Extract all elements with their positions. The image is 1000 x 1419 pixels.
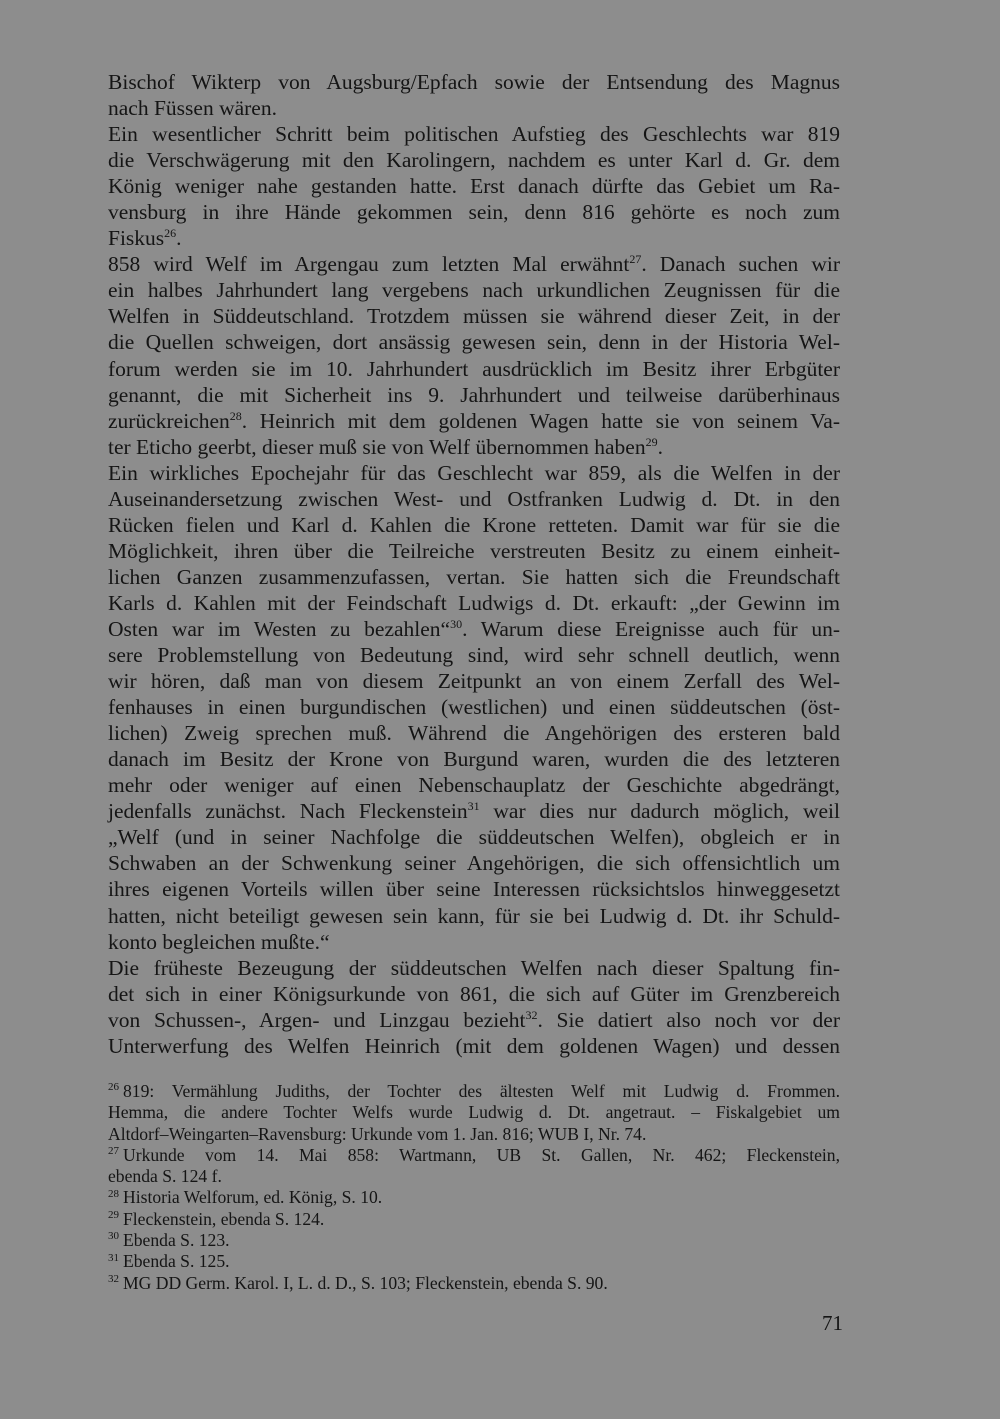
text-line: forum werden sie im 10. Jahrhundert ausdrücklich im Besitz ihrer Erbgüter (108, 356, 840, 381)
footnote-line (108, 1230, 840, 1251)
text-fragment: Osten war im Westen zu bezahlen“ (108, 616, 451, 641)
text-line (108, 434, 840, 460)
text-fragment: ter Eticho geerbt, dieser muß sie von Welf übernommen haben (108, 434, 646, 459)
footnote-ref: 31 (467, 799, 480, 814)
text-fragment: . (176, 226, 182, 251)
footnote-line (108, 1209, 840, 1230)
footnote-line (108, 1251, 840, 1272)
text-fragment: war dies nur dadurch möglich, weil (479, 799, 840, 824)
footnote-number: 27 (108, 1145, 119, 1158)
text-line: „Welf (und in seiner Nachfolge die süddeutschen Welfen), obgleich er in (108, 825, 840, 850)
text-line: ihres eigenen Vorteils willen über seine Interessen rücksichtslos hinweggesetzt (108, 877, 840, 902)
text-line: lichen Ganzen zusammenzufassen, vertan. Sie hatten sich die Freundschaft (108, 564, 840, 589)
text-line: Ein wirkliches Epochejahr für das Geschlecht war 859, als die Welfen in der (108, 460, 840, 485)
footnote-ref: 28 (229, 408, 242, 423)
text-line: nach Füssen wären. (108, 96, 277, 121)
footnote-text: Urkunde vom 14. Mai 858: Wartmann, UB St. Gallen, Nr. 462; Fleckenstein, (123, 1144, 840, 1165)
text-line: wir hören, daß man von diesem Zeitpunkt an von einem Zerfall des Wel- (108, 669, 840, 694)
footnote-number: 32 (108, 1272, 119, 1285)
text-line (108, 1007, 840, 1033)
text-fragment: von Schussen-, Argen- und Linzgau bezieht (108, 1007, 526, 1032)
text-line: die Verschwägerung mit den Karolingern, nachdem es unter Karl d. Gr. dem (108, 148, 840, 173)
text-line: Schwaben an der Schwenkung seiner Angehörigen, die sich offensichtlich um (108, 851, 840, 876)
footnote-text: Ebenda S. 125. (123, 1251, 230, 1272)
text-fragment: Fiskus (108, 226, 165, 251)
text-line: mehr oder weniger auf einen Nebenschauplatz der Geschichte abgedrängt, (108, 773, 840, 798)
text-line: König weniger nahe gestanden hatte. Erst danach dürfte das Gebiet um Ra- (108, 174, 840, 199)
footnote-line: Hemma, die andere Tochter Welfs wurde Ludwig d. Dt. angetraut. – Fiskalgebiet um (108, 1102, 840, 1123)
text-line (108, 616, 840, 642)
text-fragment: . (657, 434, 663, 459)
text-fragment: 858 wird Welf im Argengau zum letzten Mal erwähnt (108, 252, 630, 277)
page-number: 71 (822, 1311, 843, 1335)
footnote-text: MG DD Germ. Karol. I, L. d. D., S. 103; Fleckenstein, ebenda S. 90. (123, 1272, 608, 1293)
text-fragment: . Sie datiert also noch vor der (537, 1007, 840, 1032)
footnote-text: 819: Vermählung Judiths, der Tochter des ältesten Welf mit Ludwig d. Frommen. (123, 1081, 840, 1101)
text-line: hatten, nicht beteiligt gewesen sein kann, für sie bei Ludwig d. Dt. ihr Schuld- (108, 903, 840, 928)
footnote-text: Historia Welforum, ed. König, S. 10. (123, 1187, 383, 1208)
footnote-line (108, 1273, 840, 1294)
footnote-ref: 30 (450, 616, 463, 631)
text-line: Welfen in Süddeutschland. Trotzdem müssen sie während dieser Zeit, in der (108, 304, 840, 329)
text-line (108, 251, 840, 277)
footnote-line: Altdorf–Weingarten–Ravensburg: Urkunde vom 1. Jan. 816; WUB I, Nr. 74. (108, 1123, 647, 1144)
text-line: fenhauses in einen burgundischen (westlichen) und einen süddeutschen (öst- (108, 695, 840, 720)
footnote-ref: 29 (645, 434, 658, 449)
text-fragment: . Warum diese Ereignisse auch für un- (462, 616, 840, 641)
text-line: ein halbes Jahrhundert lang vergebens nach urkundlichen Zeugnissen für die (108, 278, 840, 303)
text-fragment: jedenfalls zunächst. Nach Fleckenstein (108, 799, 468, 824)
body-text (108, 69, 840, 1059)
text-line: Ein wesentlicher Schritt beim politischen Aufstieg des Geschlechts war 819 (108, 122, 840, 147)
text-line: genannt, die mit Sicherheit ins 9. Jahrhundert und teilweise darüberhinaus (108, 382, 840, 407)
footnote-number: 28 (108, 1187, 119, 1200)
text-fragment: . Danach suchen wir (641, 252, 840, 277)
text-line: lichen) Zweig sprechen muß. Während die Angehörigen des ersteren bald (108, 721, 840, 746)
text-line: Bischof Wikterp von Augsburg/Epfach sowie der Entsendung des Magnus (108, 70, 840, 94)
text-line (108, 408, 840, 434)
text-line: det sich in einer Königsurkunde von 861, die sich auf Güter im Grenzbereich (108, 981, 840, 1006)
footnote-line: ebenda S. 124 f. (108, 1166, 222, 1187)
footnote-number: 31 (108, 1251, 119, 1264)
text-line: Rücken fielen und Karl d. Kahlen die Krone retteten. Damit war für sie die (108, 512, 840, 537)
footnote-text: Fleckenstein, ebenda S. 124. (123, 1208, 325, 1229)
text-line: Die früheste Bezeugung der süddeutschen Welfen nach dieser Spaltung fin- (108, 955, 840, 980)
footnote-number: 26 (108, 1081, 119, 1094)
footnote-number: 30 (108, 1230, 119, 1243)
text-line: sere Problemstellung von Bedeutung sind, wird sehr schnell deutlich, wenn (108, 643, 840, 668)
footnote-line (108, 1081, 840, 1102)
footnote-line (108, 1187, 840, 1208)
footnote-ref: 27 (629, 252, 642, 267)
footnote-text: Ebenda S. 123. (123, 1230, 230, 1251)
text-line: die Quellen schweigen, dort ansässig gewesen sein, denn in der Historia Wel- (108, 330, 840, 355)
footnotes (108, 1081, 840, 1294)
text-line (108, 798, 840, 824)
footnote-ref: 26 (164, 226, 177, 241)
text-line: danach im Besitz der Krone von Burgund waren, wurden die des letzteren (108, 747, 840, 772)
footnote-number: 29 (108, 1208, 119, 1221)
text-line: konto begleichen mußte.“ (108, 929, 330, 954)
footnote-line (108, 1145, 840, 1166)
text-line (108, 225, 840, 251)
footnote-ref: 32 (525, 1007, 538, 1022)
text-fragment: zurückreichen (108, 408, 230, 433)
text-fragment: . Heinrich mit dem goldenen Wagen hatte sie von seinem Va- (241, 408, 840, 433)
text-line: vensburg in ihre Hände gekommen sein, denn 816 gehörte es noch zum (108, 200, 840, 225)
text-line: Unterwerfung des Welfen Heinrich (mit dem goldenen Wagen) und dessen (108, 1033, 840, 1058)
text-line: Auseinandersetzung zwischen West- und Ostfranken Ludwig d. Dt. in den (108, 486, 840, 511)
text-line: Karls d. Kahlen mit der Feindschaft Ludwigs d. Dt. erkauft: „der Gewinn im (108, 590, 840, 615)
text-line: Möglichkeit, ihren über die Teilreiche verstreuten Besitz zu einem einheit- (108, 538, 840, 563)
